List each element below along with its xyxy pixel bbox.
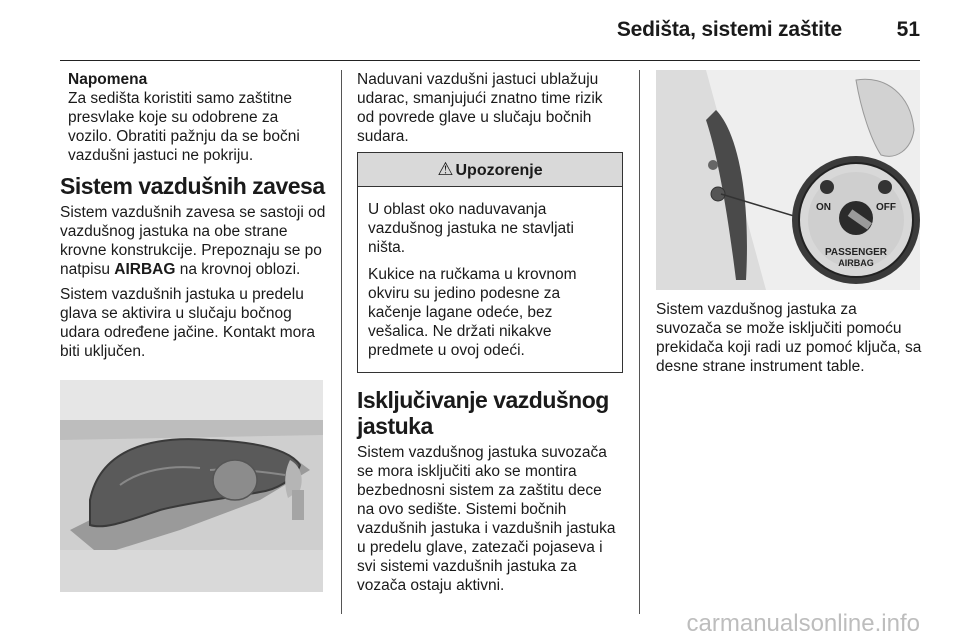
switch-caption: Sistem vazdušnog jastuka za suvozača se može isključiti pomoću prekidača koji radi uz pomoć ključa, sa desne strane instrument table. xyxy=(656,301,922,375)
intro-paragraph: Naduvani vazdušni jastuci ublažuju udarac, smanjujući znatno time rizik od povrede glave u slučaju bočnih sudara. xyxy=(357,71,603,145)
warning-header xyxy=(358,153,622,187)
watermark: carmanualsonline.info xyxy=(686,610,920,637)
curtain-airbag-figure xyxy=(60,380,323,592)
curtain-airbag-illustration xyxy=(60,380,323,592)
note-text: Za sedišta koristiti samo zaštitne presvlake koje su odobrene za vozilo. Obratiti pažnju da se bočni vazdušni jastuci ne pokriju. xyxy=(68,90,300,164)
warning-paragraph-2: Kukice na ručkama u krovnom okviru su jedino podesne za kačenje lagane odeće, bez vešalica. Ne držati nikakve predmete u ovoj odeći. xyxy=(368,266,577,359)
switch-label-passenger: PASSENGER xyxy=(824,247,888,258)
switch-on-label: ON xyxy=(816,202,831,213)
warning-icon: ⚠ xyxy=(437,159,454,179)
airbag-off-icon xyxy=(878,180,892,194)
header-rule xyxy=(60,60,920,61)
switch-off-label: OFF xyxy=(876,202,896,213)
note-title: Napomena xyxy=(68,71,148,88)
page-number: 51 xyxy=(896,18,920,41)
deactivation-paragraph: Sistem vazdušnog jastuka suvozača se mora isključiti ako se montira bezbednosni sistem za zaštitu dece na ovo sedište. Sistemi bočnih vazdušnih jastuka i vazdušnih jastuka u predelu glave, zatezači pojaseva i svi sistemi vazdušnih jastuka za vozača ostaju aktivni. xyxy=(357,444,616,594)
header-title: Sedišta, sistemi zaštite xyxy=(616,18,842,41)
note-block xyxy=(60,70,326,165)
para1-start: Sistem vazdušnih zavesa se sastoji od vazdušnog jastuka na obe strane krovne konstrukcije. Prepoznaju se po natpisu xyxy=(60,204,326,278)
section-title-curtain-airbag: Sistem vazdušnih zavesa xyxy=(60,173,325,199)
column-divider-2 xyxy=(639,70,640,614)
column-3 xyxy=(656,300,926,382)
section-title-airbag-deactivation: Isključivanje vazdušnog jastuka xyxy=(357,387,609,439)
column-1 xyxy=(60,70,326,367)
warning-body xyxy=(358,187,622,372)
warning-paragraph-1: U oblast oko naduvavanja vazdušnog jastuka ne stavljati ništa. xyxy=(368,201,574,256)
warning-box xyxy=(357,152,623,373)
switch-label-airbag: AIRBAG xyxy=(838,258,874,268)
para1-end: na krovnoj oblozi. xyxy=(175,261,301,278)
airbag-on-icon xyxy=(820,180,834,194)
curtain-paragraph-1 xyxy=(60,203,326,279)
airbag-switch-illustration xyxy=(656,70,920,290)
airbag-switch-figure xyxy=(656,70,920,290)
warning-title: Upozorenje xyxy=(455,162,543,179)
column-2 xyxy=(357,70,623,601)
column-divider-1 xyxy=(341,70,342,614)
airbag-label: AIRBAG xyxy=(114,261,176,278)
curtain-paragraph-2: Sistem vazdušnih jastuka u predelu glava se aktivira u slučaju bočnog udara određene jačine. Kontakt mora biti uključen. xyxy=(60,286,316,360)
